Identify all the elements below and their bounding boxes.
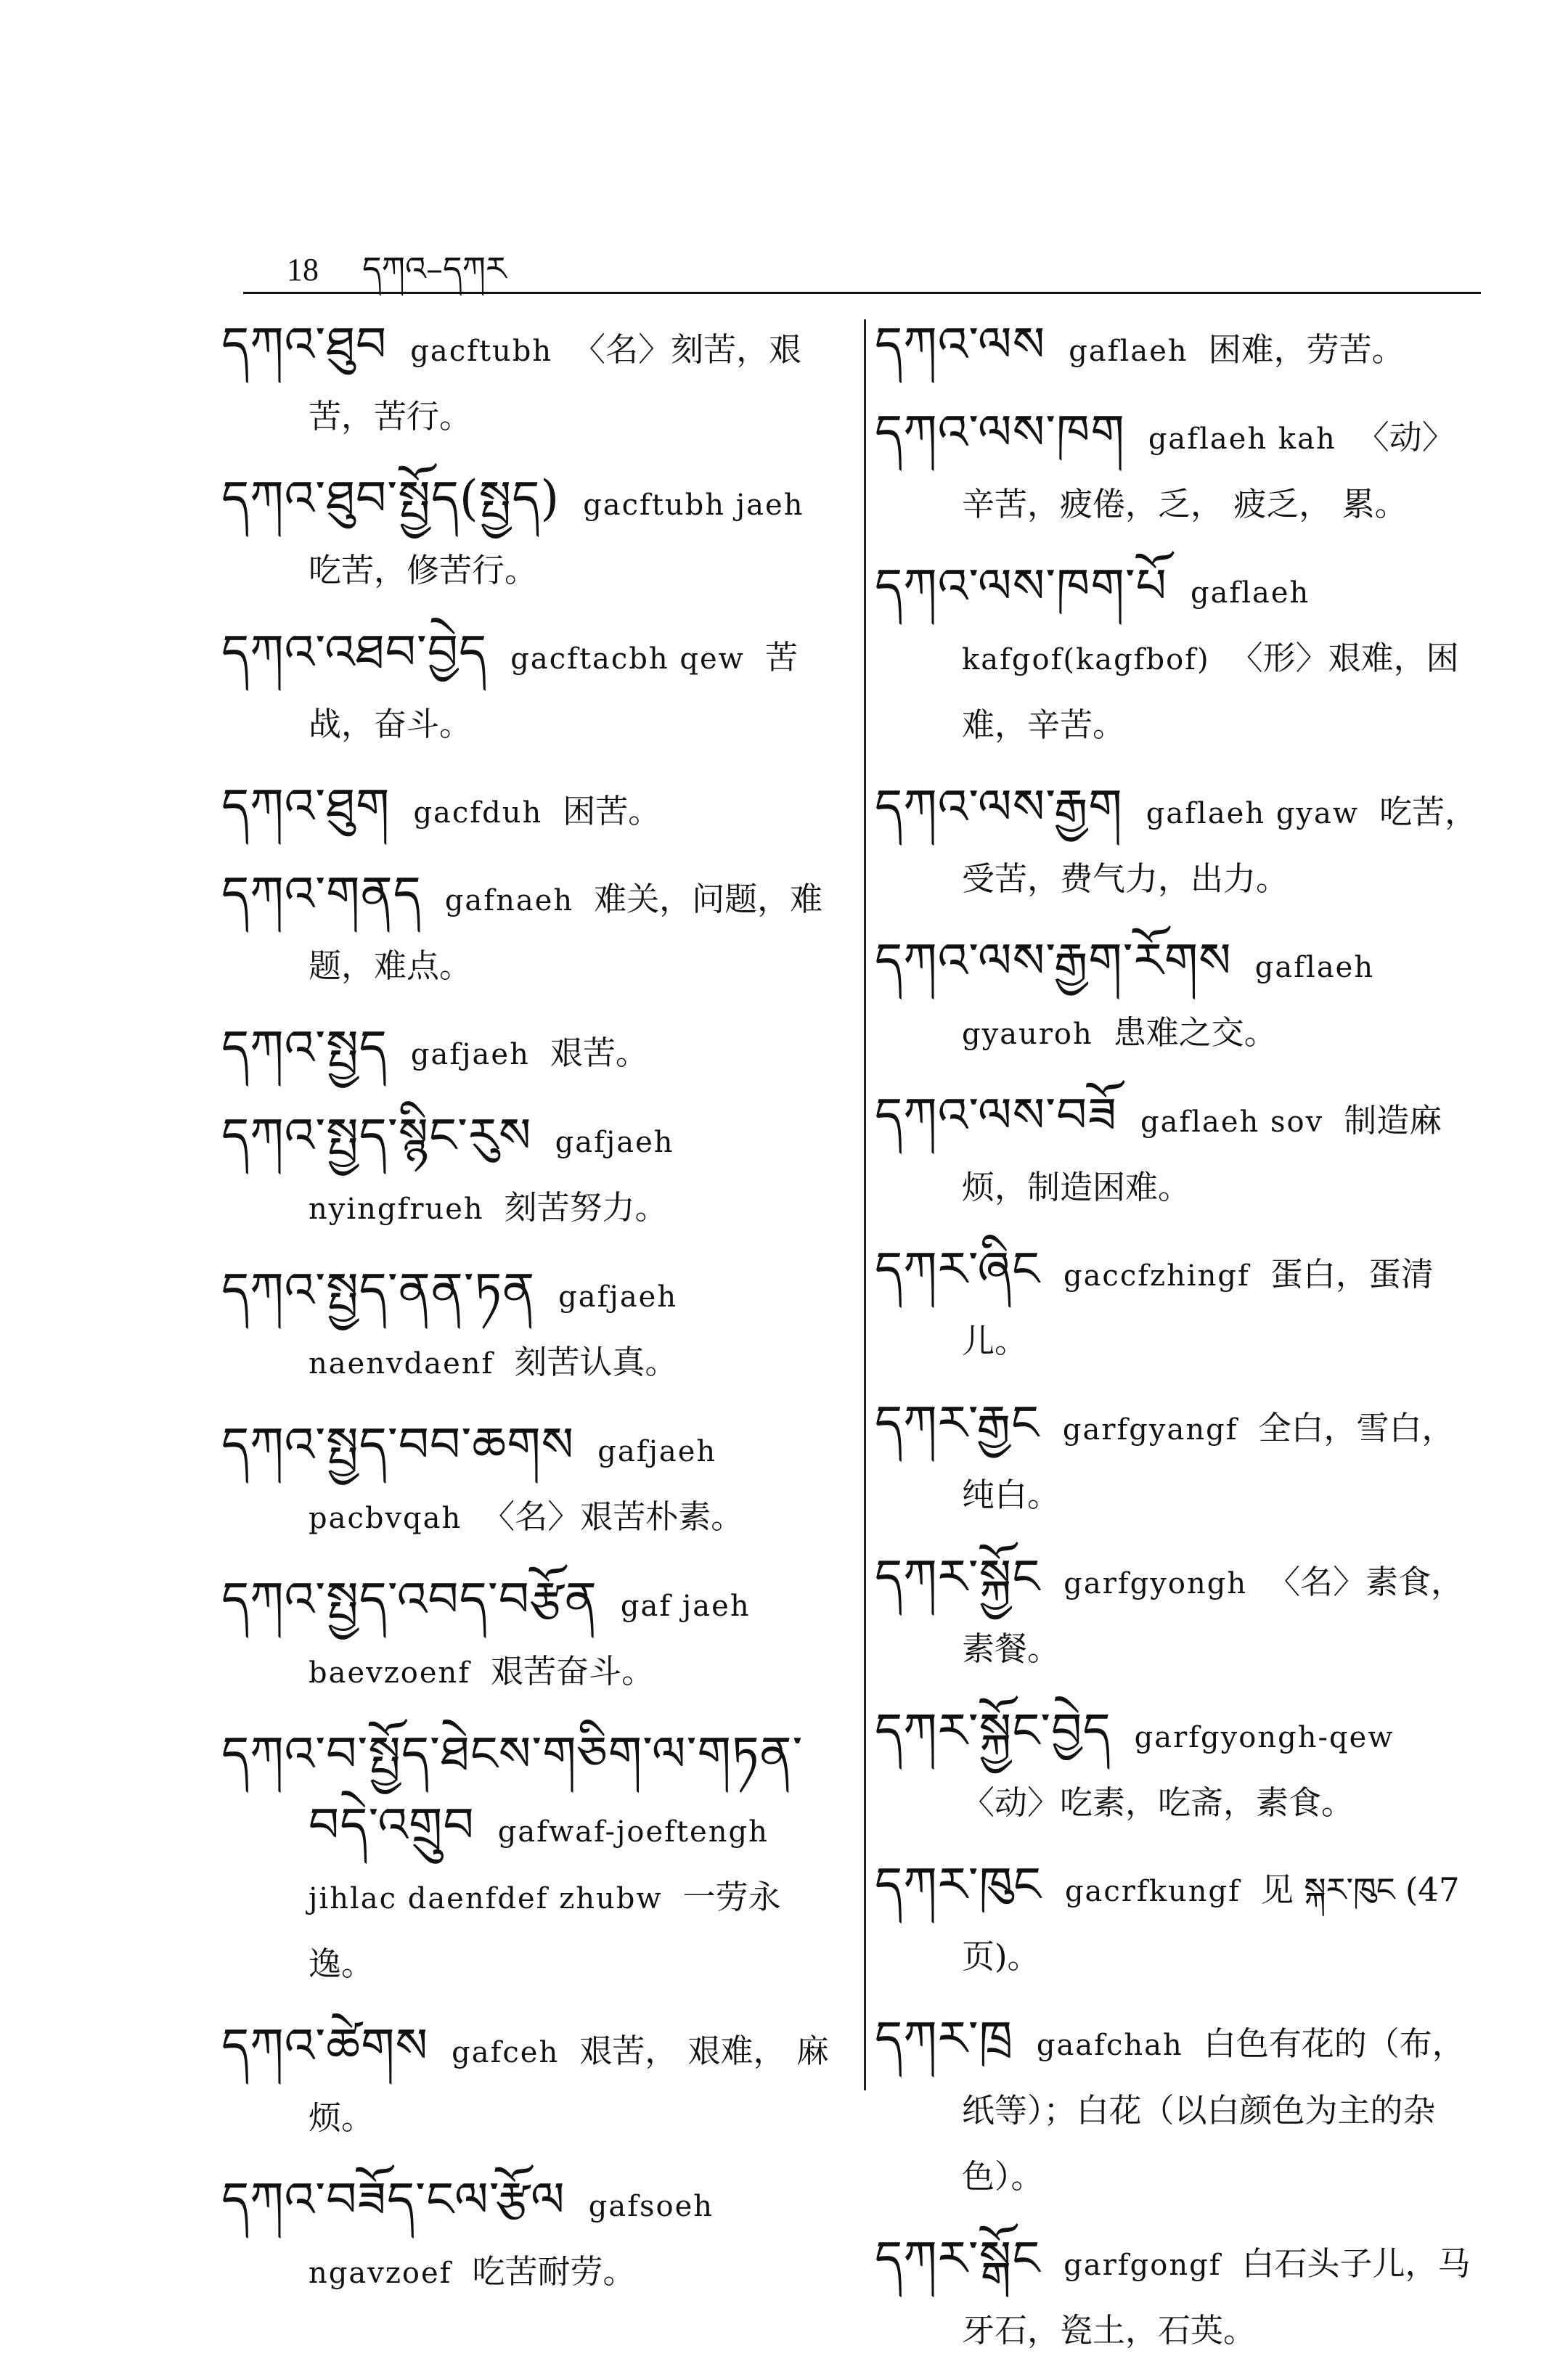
running-head: དཀའ–དཀར <box>362 249 507 288</box>
entry-romanization: garfgongf <box>1063 2249 1222 2282</box>
entry-romanization: gaflaeh gyauroh <box>962 951 1375 1051</box>
entry-headword: དཀའ་ཚེགས <box>221 2018 429 2074</box>
entry-romanization: gafjaeh pacbvqah <box>309 1435 717 1535</box>
entry-gloss: 〈形〉艰难，困难，辛苦。 <box>962 639 1459 744</box>
entry-gloss: 全白，雪白，纯白。 <box>962 1409 1455 1514</box>
dictionary-entry <box>875 928 1481 1067</box>
entry-headword: དཀར་སྐྱོང <box>875 1549 1041 1605</box>
dictionary-entry <box>875 2006 1481 2210</box>
entry-headword: དཀའ་ལས <box>875 316 1046 372</box>
entry-gloss: 吃苦耐劳。 <box>472 2252 636 2291</box>
entry-gloss: 蛋白，蛋清儿。 <box>962 1255 1434 1360</box>
entry-headword: དཀའ་ལས་རྒྱག <box>875 779 1123 835</box>
entry-gloss: 困难，劳苦。 <box>1208 330 1405 369</box>
entry-gloss: 吃苦，修苦行。 <box>309 551 538 589</box>
entry-headword: དཀའ་བཟོད་ངལ་རྩོལ <box>221 2172 565 2228</box>
entry-gloss: 患难之交。 <box>1113 1013 1277 1052</box>
entry-romanization: gacrfkungf <box>1064 1875 1241 1908</box>
entry-romanization: gafjaeh <box>410 1038 530 1071</box>
entry-headword: དཀར་སྐྱོང་བྱེད <box>875 1703 1111 1759</box>
header-rule <box>243 292 1481 294</box>
entry-gloss: 艰苦奋斗。 <box>491 1652 655 1690</box>
entry-headword: དཀའ་སྤྱད་བབ་ཆགས <box>221 1417 575 1473</box>
entry-headword: དཀའ་སྤྱད་ནན་ཏན <box>221 1262 536 1318</box>
right-column <box>875 312 1481 2380</box>
dictionary-entry <box>221 1567 838 1706</box>
entry-romanization: gaflaeh gyaw <box>1146 797 1360 830</box>
entry-romanization: gafjaeh nyingfrueh <box>309 1126 674 1226</box>
entry-headword: དཀའ་ལས་ཁག <box>875 404 1125 460</box>
entry-headword: དཀའ་གནད <box>221 866 422 922</box>
entry-headword: དཀའ་ཐུག <box>221 778 391 834</box>
entry-gloss: 难关，问题，难题，难点。 <box>309 880 823 985</box>
dictionary-entry <box>875 400 1481 538</box>
entry-romanization: gaafchah <box>1036 2029 1183 2062</box>
entry-headword: དཀར་རྒྱང <box>875 1395 1040 1451</box>
entry-romanization: garfgyongh-qew <box>1134 1721 1395 1754</box>
dictionary-entry <box>875 1545 1481 1682</box>
entry-headword: དཀར་ཁྲ <box>875 2011 1013 2066</box>
entry-headword: དཀའ་སྤྱད་སྙིང་རུས <box>221 1108 532 1164</box>
dictionary-entry <box>221 1258 838 1396</box>
dictionary-entry <box>221 1412 838 1551</box>
entry-gloss: 〈名〉素食，素餐。 <box>962 1563 1464 1668</box>
dictionary-entry <box>221 1015 838 1087</box>
entry-romanization: gacftacbh qew <box>510 642 745 676</box>
entry-headword: དཀའ་འཐབ་བྱེད <box>221 624 488 680</box>
entry-gloss: 苦战，奋斗。 <box>309 638 798 743</box>
entry-romanization: gafjaeh naenvdaenf <box>309 1280 678 1381</box>
dictionary-entry <box>221 620 838 758</box>
entry-headword: དཀའ་ཐུབ་སྤྱོད(སྤྱད) <box>221 470 560 526</box>
entry-gloss: 一劳永逸。 <box>309 1878 781 1983</box>
entry-gloss: 艰苦， 艰难， 麻烦。 <box>309 2032 829 2137</box>
dictionary-entry <box>221 2167 838 2306</box>
entry-headword: དཀའ་སྤྱད <box>221 1020 388 1076</box>
entry-gloss: 〈动〉吃素，吃斋，素食。 <box>962 1783 1355 1822</box>
dictionary-entry <box>221 312 838 450</box>
entry-romanization: gaflaeh kafgof(kagfbof) <box>962 576 1310 676</box>
entry-gloss: 困苦。 <box>563 792 661 830</box>
entry-headword: དཀའ་བ་སྤྱོད་ཐེངས་གཅིག་ལ་གཏན་བདེ་འགྲུབ <box>221 1726 804 1853</box>
entry-gloss: 吃苦，受苦，费气力，出力。 <box>962 793 1478 898</box>
dictionary-entry <box>221 1103 838 1242</box>
entry-headword: དཀའ་ལས་བཟོ <box>875 1087 1117 1143</box>
entry-romanization: gafceh <box>452 2036 560 2069</box>
entry-headword: དཀའ་ལས་རྒྱག་རོགས <box>875 933 1232 989</box>
entry-gloss: 制造麻烦，制造困难。 <box>962 1101 1442 1206</box>
dictionary-entry <box>221 2013 838 2151</box>
left-column <box>221 312 838 2322</box>
entry-romanization: gafsoeh ngavzoef <box>309 2190 714 2290</box>
dictionary-entry <box>875 2226 1481 2364</box>
entry-headword: དཀར་ཞིང <box>875 1241 1040 1297</box>
dictionary-entry <box>875 554 1481 758</box>
dictionary-entry <box>875 1083 1481 1221</box>
entry-gloss: 〈动〉辛苦，疲倦，乏， 疲乏， 累。 <box>962 418 1455 523</box>
entry-romanization: gacftubh <box>410 335 553 368</box>
dictionary-entry <box>221 774 838 846</box>
dictionary-entry <box>875 774 1481 912</box>
entry-gloss: 见 སྐར་ཁུང (47页)。 <box>962 1870 1460 1976</box>
entry-gloss: 刻苦努力。 <box>504 1188 668 1227</box>
entry-gloss: 〈名〉刻苦，艰苦，苦行。 <box>309 330 802 435</box>
dictionary-entry <box>221 466 838 604</box>
dictionary-entry <box>875 1237 1481 1375</box>
entry-romanization: gaflaeh <box>1069 335 1188 368</box>
dictionary-entry <box>221 862 838 999</box>
entry-romanization: gafnaeh <box>444 884 574 917</box>
entry-romanization: gafwaf-joeftengh jihlac daenfdef zhubw <box>309 1815 769 1915</box>
entry-romanization: gaflaeh kah <box>1148 422 1336 456</box>
entry-gloss: 白石头子儿，马牙石，瓷土，石英。 <box>962 2244 1471 2350</box>
entry-romanization: garfgyangf <box>1062 1413 1238 1447</box>
entry-romanization: gaf jaeh baevzoenf <box>309 1590 751 1690</box>
dictionary-entry <box>875 312 1481 384</box>
dictionary-entry <box>875 1391 1481 1529</box>
entry-romanization: gaflaeh sov <box>1140 1105 1324 1139</box>
entry-romanization: gacfduh <box>413 796 543 830</box>
page-number: 18 <box>287 252 319 287</box>
entry-gloss: 〈名〉艰苦朴素。 <box>482 1497 744 1536</box>
dictionary-entry <box>221 1722 838 1997</box>
column-divider <box>864 319 866 2090</box>
dictionary-entry <box>875 1852 1481 1990</box>
entry-headword: དཀའ་ཐུབ <box>221 316 388 372</box>
entry-romanization: garfgyongh <box>1063 1567 1248 1600</box>
entry-romanization: gacftubh jaeh <box>583 488 804 522</box>
entry-gloss: 刻苦认真。 <box>514 1343 678 1381</box>
entry-headword: དཀའ་ལས་ཁག་པོ <box>875 558 1167 614</box>
entry-romanization: gaccfzhingf <box>1063 1259 1250 1293</box>
dictionary-entry <box>875 1698 1481 1836</box>
entry-headword: དཀར་ཁུང <box>875 1857 1042 1913</box>
entry-headword: དཀར་སྒོང <box>875 2230 1041 2286</box>
entry-gloss: 白色有花的（布， 纸等）；白花（以白颜色为主的杂色）。 <box>962 2024 1465 2196</box>
entry-gloss: 艰苦。 <box>550 1034 648 1072</box>
entry-headword: དཀའ་སྤྱད་འབད་བརྩོན <box>221 1571 597 1627</box>
